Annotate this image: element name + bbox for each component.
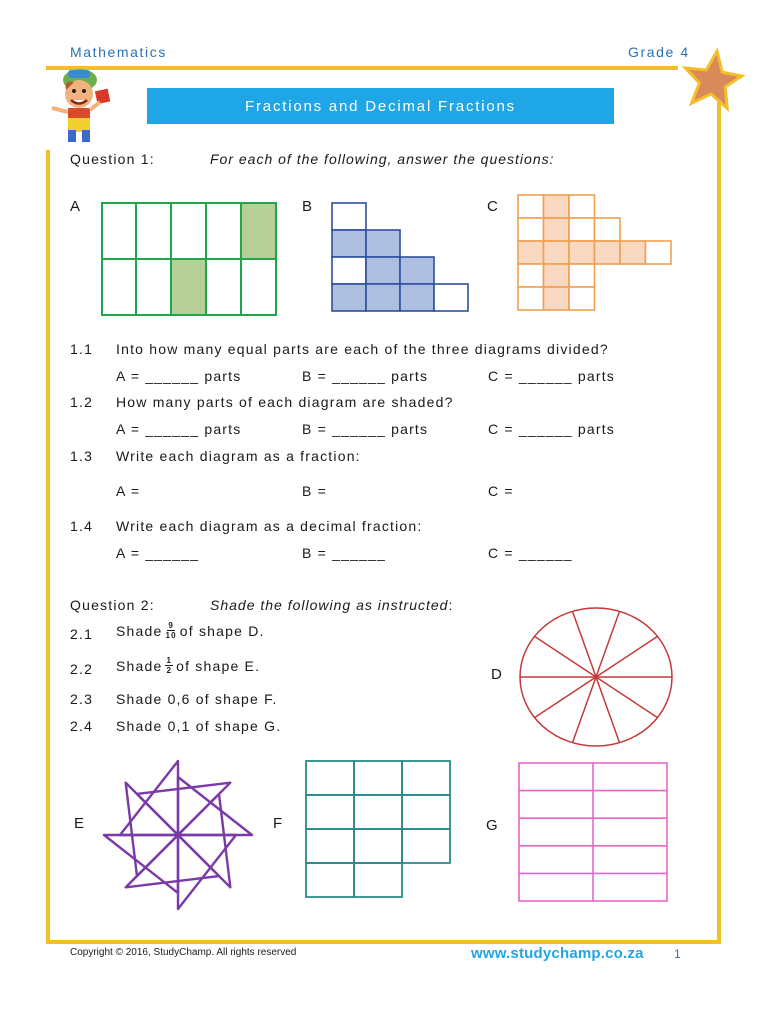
shape-g-grid — [518, 762, 670, 903]
q1-3-answer-c: C = — [488, 483, 514, 499]
fraction-one-half — [165, 656, 173, 675]
shape-d-label: D — [491, 666, 502, 683]
copyright-text: Copyright © 2016, StudyChamp. All rights reserved — [70, 947, 297, 958]
shape-e-pinwheel — [98, 758, 260, 912]
shape-g-label: G — [486, 817, 498, 834]
page-number: 1 — [674, 947, 681, 961]
q1-4-answer-a: A = ______ — [116, 545, 200, 561]
diagram-b — [331, 202, 469, 314]
q2-2-number: 2.2 — [70, 661, 94, 677]
q1-label: Question 1: — [70, 151, 155, 167]
q2-2-text — [116, 656, 260, 675]
q1-1-answer-a: A = ______ parts — [116, 368, 242, 384]
fraction-nine-tenths — [165, 621, 176, 640]
q1-4-text: Write each diagram as a decimal fraction: — [116, 518, 423, 534]
q2-2-pre: Shade — [116, 657, 163, 674]
frame-top-border — [46, 66, 678, 70]
fraction-numerator: 1 — [166, 656, 173, 665]
diagram-c-label: C — [487, 198, 498, 215]
q1-1-text: Into how many equal parts are each of the three diagrams divided? — [116, 341, 609, 357]
q1-2-answer-a: A = ______ parts — [116, 421, 242, 437]
q2-4-text: Shade 0,1 of shape G. — [116, 718, 282, 734]
shape-e-label: E — [74, 815, 85, 832]
q2-3-number: 2.3 — [70, 691, 94, 707]
q2-1-post: of shape D. — [179, 622, 265, 639]
subject-label: Mathematics — [70, 44, 167, 60]
q2-1-text — [116, 621, 265, 640]
q1-instruction: For each of the following, answer the questions: — [210, 151, 555, 167]
frame-bottom-border — [46, 940, 721, 944]
fraction-denominator: 2 — [166, 666, 173, 675]
q2-4-number: 2.4 — [70, 718, 94, 734]
page-title: Fractions and Decimal Fractions — [147, 88, 614, 124]
q2-label: Question 2: — [70, 597, 155, 613]
q1-4-number: 1.4 — [70, 518, 94, 534]
diagram-a-label: A — [70, 198, 81, 215]
q1-2-text: How many parts of each diagram are shaded? — [116, 394, 454, 410]
q2-instruction-colon: : — [448, 597, 454, 613]
q1-3-text: Write each diagram as a fraction: — [116, 448, 361, 464]
grade-label: Grade 4 — [628, 44, 690, 60]
frame-right-border — [717, 66, 721, 942]
shape-f-grid — [305, 760, 453, 898]
q1-1-answer-b: B = ______ parts — [302, 368, 429, 384]
q2-instruction-line — [210, 597, 454, 613]
q1-2-number: 1.2 — [70, 394, 94, 410]
q2-3-text: Shade 0,6 of shape F. — [116, 691, 278, 707]
q1-2-answer-c: C = ______ parts — [488, 421, 615, 437]
q2-instruction: Shade the following as instructed — [210, 597, 449, 613]
q1-4-answer-c: C = ______ — [488, 545, 573, 561]
q1-4-answer-b: B = ______ — [302, 545, 387, 561]
diagram-a — [101, 202, 279, 316]
shape-f-label: F — [273, 815, 283, 832]
q1-3-answer-b: B = — [302, 483, 328, 499]
diagram-b-label: B — [302, 198, 313, 215]
q1-3-number: 1.3 — [70, 448, 94, 464]
shape-d-circle — [518, 606, 674, 748]
q2-1-pre: Shade — [116, 622, 163, 639]
fraction-denominator: 10 — [165, 631, 177, 640]
fraction-numerator: 9 — [168, 621, 174, 630]
q2-2-post: of shape E. — [176, 657, 261, 674]
q1-3-answer-a: A = — [116, 483, 141, 499]
diagram-c — [517, 194, 673, 312]
frame-left-border — [46, 150, 50, 944]
q1-1-answer-c: C = ______ parts — [488, 368, 615, 384]
mascot-illustration — [44, 60, 114, 145]
q1-2-answer-b: B = ______ parts — [302, 421, 429, 437]
q2-1-number: 2.1 — [70, 626, 94, 642]
website-link[interactable]: www.studychamp.co.za — [471, 945, 644, 962]
q1-1-number: 1.1 — [70, 341, 94, 357]
star-icon — [676, 48, 742, 110]
